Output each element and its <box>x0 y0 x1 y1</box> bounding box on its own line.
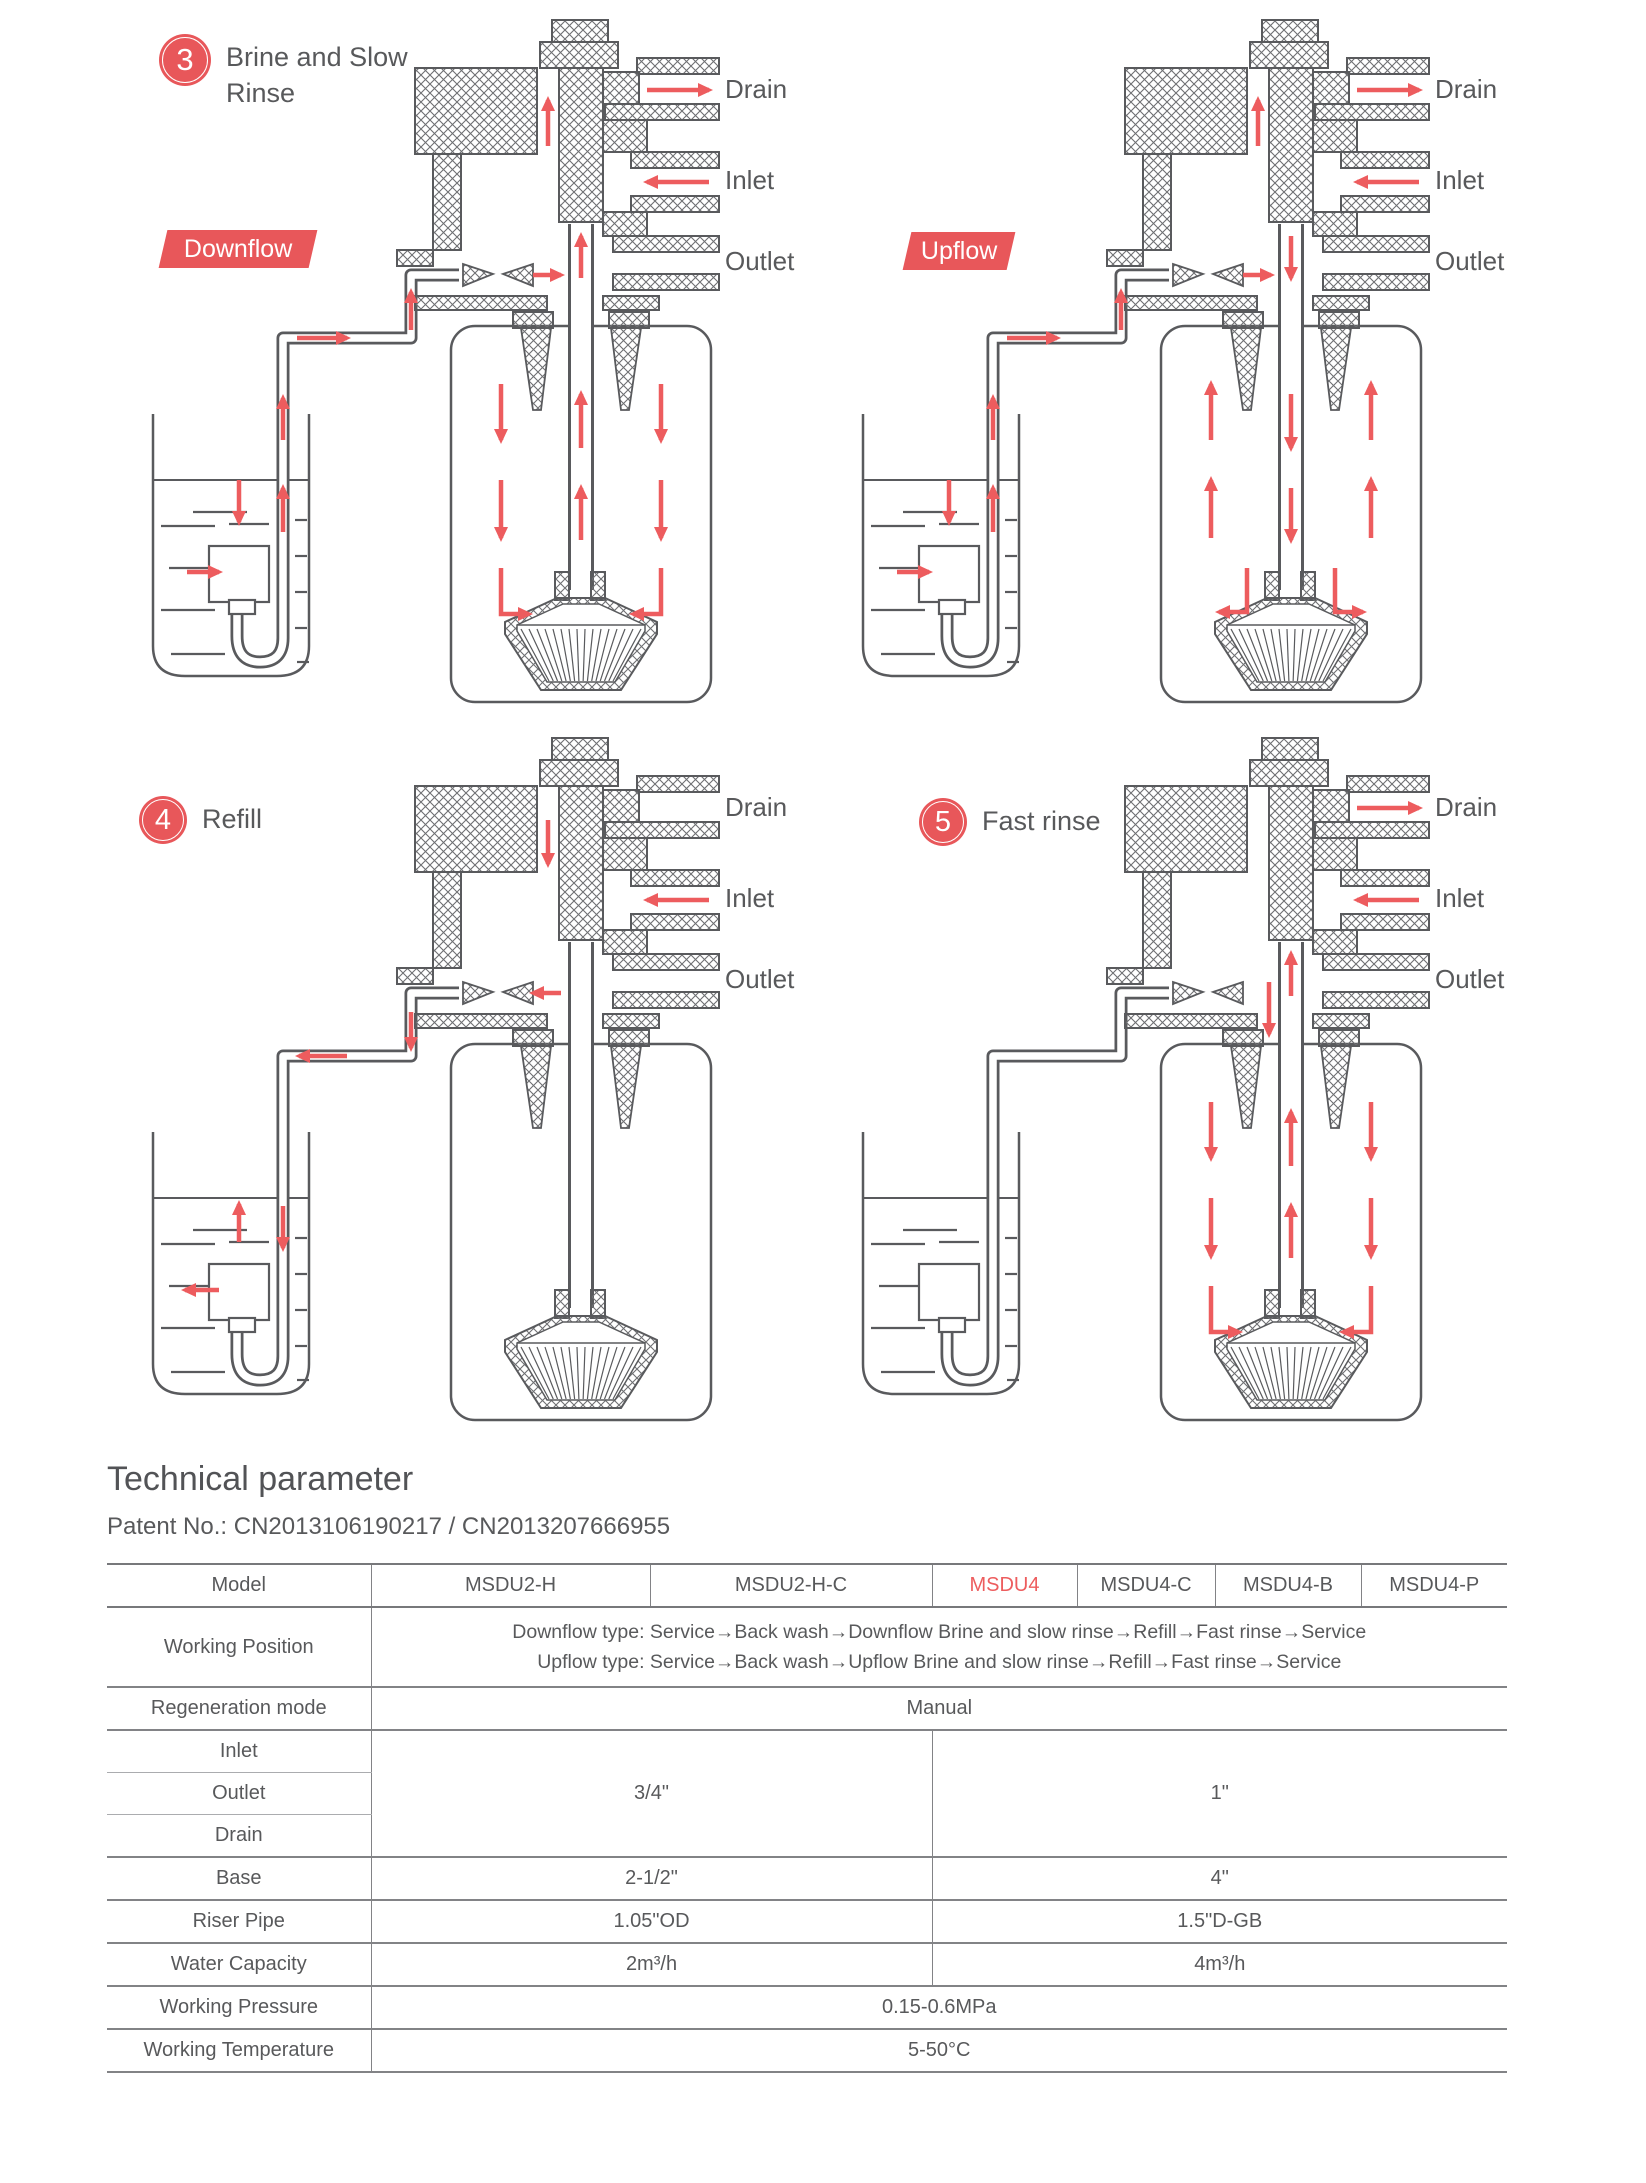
model-msdu4p: MSDU4-P <box>1361 1564 1507 1607</box>
valve-flow-diagram-fast-rinse <box>807 730 1507 1430</box>
working-temperature-value: 5-50°C <box>371 2029 1507 2072</box>
row-label-inlet: Inlet <box>107 1730 371 1773</box>
table-row-inlet <box>107 1730 1507 1773</box>
model-msdu4b: MSDU4-B <box>1215 1564 1361 1607</box>
table-row-riser-pipe <box>107 1900 1507 1943</box>
diagram-brine-slow-rinse-downflow <box>97 12 797 712</box>
valve-flow-diagram-upflow <box>807 12 1507 712</box>
table-row-regeneration-mode <box>107 1687 1507 1730</box>
port-size-large: 1" <box>932 1730 1507 1857</box>
step-header-3 <box>159 34 444 111</box>
table-row-water-capacity <box>107 1943 1507 1986</box>
diagram-fast-rinse <box>807 730 1507 1430</box>
drain-label: Drain <box>725 792 788 822</box>
model-msdu2h: MSDU2-H <box>371 1564 650 1607</box>
drain-label: Drain <box>1435 74 1498 104</box>
diagram-refill <box>97 730 797 1430</box>
patent-number: Patent No.: CN2013106190217 / CN2013207666955 <box>107 1513 671 1540</box>
riser-pipe-large: 1.5"D-GB <box>932 1900 1507 1943</box>
table-row-working-pressure <box>107 1986 1507 2029</box>
section-heading: Technical parameter <box>107 1460 414 1498</box>
outlet-label: Outlet <box>1435 246 1505 276</box>
row-label-outlet: Outlet <box>107 1773 371 1815</box>
row-label-regeneration-mode: Regeneration mode <box>107 1687 371 1730</box>
table-row-model <box>107 1564 1507 1607</box>
port-size-small: 3/4" <box>371 1730 932 1857</box>
row-label-riser-pipe: Riser Pipe <box>107 1900 371 1943</box>
outlet-label: Outlet <box>725 246 795 276</box>
step-header-5 <box>919 798 1101 846</box>
inlet-label: Inlet <box>1435 883 1485 913</box>
table-row-working-temperature <box>107 2029 1507 2072</box>
outlet-label: Outlet <box>725 964 795 994</box>
technical-parameter-section <box>107 1460 1507 2073</box>
step-header-4 <box>139 796 262 844</box>
row-label-working-pressure: Working Pressure <box>107 1986 371 2029</box>
inlet-label: Inlet <box>725 165 775 195</box>
working-position-downflow: Downflow type: Service→Back wash→Downflow Brine and slow rinse→Refill→Fast rinse→Service <box>512 1621 1367 1643</box>
step-title: Fast rinse <box>982 806 1101 836</box>
step-title: Refill <box>202 804 263 834</box>
regeneration-mode-value: Manual <box>371 1687 1507 1730</box>
water-capacity-small: 2m³/h <box>371 1943 932 1986</box>
downflow-badge: Downflow <box>159 230 318 268</box>
row-label-working-position: Working Position <box>107 1607 371 1687</box>
drain-label: Drain <box>725 74 788 104</box>
working-pressure-value: 0.15-0.6MPa <box>371 1986 1507 2029</box>
model-msdu4-highlighted: MSDU4 <box>932 1564 1077 1607</box>
model-msdu2hc: MSDU2-H-C <box>650 1564 932 1607</box>
inlet-label: Inlet <box>725 883 775 913</box>
base-small: 2-1/2" <box>371 1857 932 1900</box>
row-label-model: Model <box>107 1564 371 1607</box>
row-label-drain: Drain <box>107 1815 371 1858</box>
valve-flow-diagram-downflow <box>97 12 797 712</box>
working-position-value <box>371 1607 1507 1687</box>
step-number-badge: 4 <box>139 796 187 844</box>
drain-label: Drain <box>1435 792 1498 822</box>
technical-parameter-table <box>107 1563 1507 2073</box>
row-label-water-capacity: Water Capacity <box>107 1943 371 1986</box>
inlet-label: Inlet <box>1435 165 1485 195</box>
riser-pipe-small: 1.05"OD <box>371 1900 932 1943</box>
outlet-label: Outlet <box>1435 964 1505 994</box>
diagram-brine-slow-rinse-upflow <box>807 12 1507 712</box>
working-position-upflow: Upflow type: Service→Back wash→Upflow Brine and slow rinse→Refill→Fast rinse→Service <box>537 1651 1342 1674</box>
row-label-working-temperature: Working Temperature <box>107 2029 371 2072</box>
water-capacity-large: 4m³/h <box>932 1943 1507 1986</box>
model-msdu4c: MSDU4-C <box>1077 1564 1215 1607</box>
table-row-working-position <box>107 1607 1507 1687</box>
row-label-base: Base <box>107 1857 371 1900</box>
upflow-badge: Upflow <box>903 232 1016 270</box>
step-title: Brine and Slow Rinse <box>226 42 408 108</box>
step-number-badge: 3 <box>159 34 211 86</box>
step-number-badge: 5 <box>919 798 967 846</box>
table-row-base <box>107 1857 1507 1900</box>
base-large: 4" <box>932 1857 1507 1900</box>
